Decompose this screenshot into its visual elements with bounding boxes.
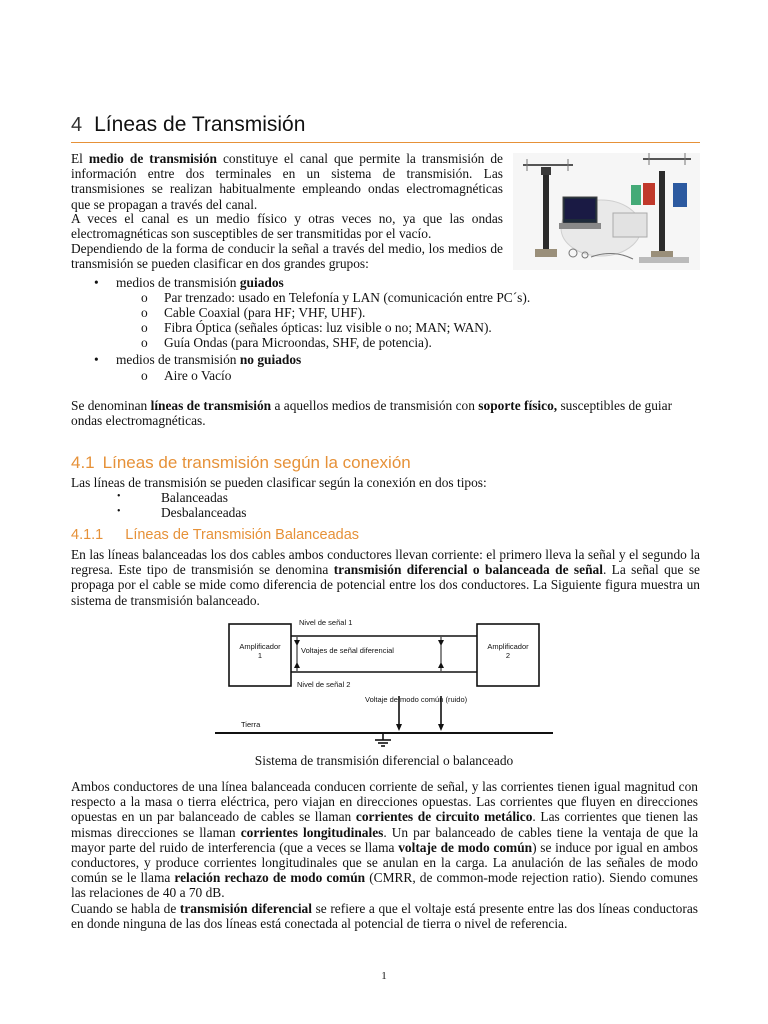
text: El <box>71 151 89 166</box>
list-subitem: Guía Ondas (para Microondas, SHF, de potencia). <box>164 335 432 350</box>
balanced-line-paragraph <box>71 779 698 901</box>
balanced-transmission-diagram <box>215 612 553 752</box>
signal-level-2-label: Nivel de señal 2 <box>297 680 351 689</box>
chapter-number: 4 <box>71 114 83 136</box>
text: (CMRR, de common-mode rejection ratio). Siendo comunes las relaciones de 40 a 70 dB. <box>71 870 698 901</box>
list-subitem: Fibra Óptica (señales ópticas: luz visible o no; MAN; WAN). <box>164 320 492 335</box>
list-item-guided <box>116 275 284 290</box>
section-number: 4.1.1 <box>71 527 104 543</box>
bullet-dot: • <box>117 506 121 517</box>
list-item-unguided <box>116 352 301 367</box>
section-title: Líneas de transmisión según la conexión <box>102 453 411 472</box>
text: . Un par balanceado de cables tiene la ventaja de que la mayor parte del ruido de interferencia (que a veces se llama <box>71 824 699 855</box>
bold-text: transmisión diferencial o balanceada de señal <box>333 562 603 578</box>
section-number: 4.1 <box>71 453 95 472</box>
amplifier-2-label: Amplificador <box>487 642 529 651</box>
bullet-dot: • <box>94 352 99 367</box>
bold-text: no guiados <box>239 352 302 367</box>
type-item: Balanceadas <box>161 490 228 505</box>
text: Ambos conductores de una línea balanceada conducen corriente de señal, y las corrientes tienen igual magnitud con respecto a la masa o tierra eléctrica, pero viajan en direcciones opuestas. Las corrientes que fluyen en direcciones opuestas en un par balanceado de cables se llaman <box>71 779 698 825</box>
bold-text: relación rechazo de modo común <box>174 870 366 886</box>
text: se refiere a que el voltaje está presente entre las dos líneas conductoras en donde ninguna de las dos líneas está conectada al potencial de tierra o nivel de referencia. <box>71 901 698 932</box>
chapter-heading <box>71 110 700 143</box>
bold-text: corrientes de circuito metálico <box>355 809 533 825</box>
bold-text: transmisión diferencial <box>179 901 312 916</box>
text: a aquellos medios de transmisión con <box>271 398 479 413</box>
bold-text: medio de transmisión <box>88 151 217 166</box>
text: medios de transmisión <box>116 352 240 367</box>
bold-text: corrientes longitudinales <box>240 824 384 840</box>
bullet-circle: o <box>141 290 148 305</box>
text: Cuando se habla de <box>71 901 180 916</box>
bold-text: voltaje de modo común <box>398 839 533 855</box>
transmission-equipment-photo <box>513 153 700 270</box>
text: . Las corrientes que tienen las mismas direcciones se llaman <box>71 809 698 840</box>
differential-voltage-label: Voltajes de señal diferencial <box>301 646 394 655</box>
list-subitem: Par trenzado: usado en Telefonía y LAN (comunicación entre PC´s). <box>164 290 531 305</box>
bold-text: líneas de transmisión <box>150 398 272 413</box>
diagram-caption: Sistema de transmisión diferencial o balanceado <box>254 753 514 768</box>
amplifier-2-number: 2 <box>505 651 511 660</box>
text: En las líneas balanceadas los dos cables ambos conductores llevan corriente: el primero lleva la señal y el segundo la regresa. Este tipo de transmisión se denomina <box>71 547 700 578</box>
page-number: 1 <box>381 970 387 982</box>
list-subitem: Aire o Vacío <box>164 368 232 383</box>
section-4-1-1-paragraph <box>71 547 700 608</box>
definition-paragraph <box>71 398 700 428</box>
differential-paragraph <box>71 901 698 931</box>
section-title: Líneas de Transmisión Balanceadas <box>125 527 360 543</box>
bullet-circle: o <box>141 335 148 350</box>
type-item: Desbalanceadas <box>161 505 247 520</box>
list-subitem: Cable Coaxial (para HF; VHF, UHF). <box>164 305 366 320</box>
ground-label: Tierra <box>241 720 261 729</box>
common-mode-label: Voltaje de modo común (ruido) <box>365 695 468 704</box>
section-heading-4-1 <box>71 452 411 474</box>
amplifier-1-number: 1 <box>257 651 263 660</box>
bullet-circle: o <box>141 368 148 383</box>
text: ) se induce por igual en ambos conductores, y produce corrientes longitudinales que se anulan en la carga. La anulación de las señales de modo común se le llama <box>71 839 698 886</box>
chapter-title: Líneas de Transmisión <box>94 113 306 136</box>
section-heading-4-1-1 <box>71 525 359 545</box>
intro-paragraph-3: Dependiendo de la forma de conducir la señal a través del medio, los medios de transmisión se pueden clasificar en dos grandes grupos: <box>71 241 503 272</box>
text: susceptibles de guiar ondas electromagnéticas. <box>71 398 673 429</box>
amplifier-1-label: Amplificador <box>239 642 281 651</box>
section-4-1-intro: Las líneas de transmisión se pueden clasificar según la conexión en dos tipos: <box>71 475 487 490</box>
bullet-dot: • <box>94 275 99 290</box>
text: Se denominan <box>71 398 151 413</box>
text: . La señal que se propaga por el cable se mide como diferencia de potencial entre los dos conductores. La Siguiente figura muestra un sistema de transmisión balanceado. <box>71 562 700 608</box>
text: constituye el canal que permite la transmisión de información entre dos terminales en un sistema de transmisión. Las transmisiones se realizan habitualmente empleando ondas electromagnéticas que se propagan a través del canal. <box>71 151 503 212</box>
signal-level-1-label: Nivel de señal 1 <box>299 618 353 627</box>
bold-text: guiados <box>239 275 284 290</box>
intro-paragraph-1 <box>71 151 503 212</box>
bullet-circle: o <box>141 320 148 335</box>
intro-paragraph-2: A veces el canal es un medio físico y otras veces no, ya que las ondas electromagnéticas son susceptibles de ser transmitidas por el vacío. <box>71 211 503 242</box>
bold-text: soporte físico, <box>478 398 558 413</box>
text: medios de transmisión <box>116 275 240 290</box>
bullet-circle: o <box>141 305 148 320</box>
bullet-dot: • <box>117 491 121 502</box>
